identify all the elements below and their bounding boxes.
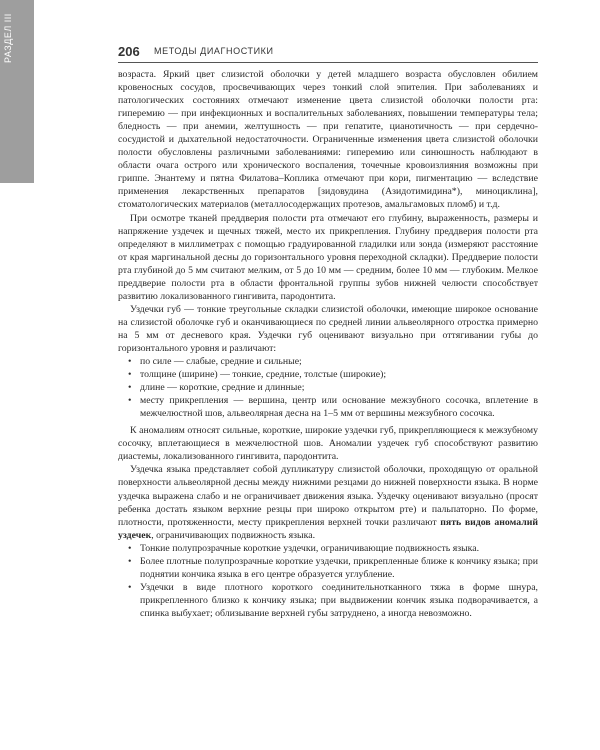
list-item: • длине — короткие, средние и длинные; <box>118 381 538 394</box>
page-header <box>118 44 538 63</box>
bold-term: пять видов аномалий уздечек <box>118 516 538 541</box>
list-item: • Более плотные полупрозрачные короткие уздечки, прикрепленные ближе к кончику языка; при поднятии кончика языка в его центре образуется углубление. <box>118 555 538 581</box>
section-label: РАЗДЕЛ III <box>3 13 13 63</box>
paragraph-color-changes: возраста. Яркий цвет слизистой оболочки у детей младшего возраста обусловлен обилием кровеносных сосудов, просвечивающих через тонкий слой эпителия. При заболеваниях и патологических состояниях отмечают изменение цвета слизистой оболочки полости рта: гиперемию — при инфекционных и воспалительных заболеваниях, повышении температуры тела; бледность — при анемии, желтушность — при гепатите, цианотичность — при сердечно-сосудистой и дыхательной недостаточности. Ограниченные изменения цвета слизистой оболочки полости обусловлены различными заболеваниями: гиперемию или синюшность наблюдают в области очага острого или хронического воспаления, точечные кровоизлияния возможны при гриппе. Энантему и пятна Филатова–Коплика отмечают при кори, пигментацию — вследствие применения лекарственных препаратов [зидовудина (Азидотимидина*), миноциклина], стоматологических материалов (металлосодержащих протезов, амальгамовых пломб) и т.д. <box>118 69 538 211</box>
running-title: МЕТОДЫ ДИАГНОСТИКИ <box>154 46 274 56</box>
page-number: 206 <box>118 44 140 59</box>
frenula-criteria-list <box>118 355 538 420</box>
section-side-tab <box>0 0 34 183</box>
paragraph-vestibule: При осмотре тканей преддверия полости рта отмечают его глубину, выраженность, размеры и напряжение уздечек и щечных тяжей, место их прикрепления. Глубину преддверия полости рта определяют в миллиметрах с помощью градуированной гладилки или зонда (измеряют расстояние от края маргинальной десны до горизонтального уровня переходной складки). Преддверие полости рта глубиной до 5 мм считают мелким, от 5 до 10 мм — средним, более 10 мм — глубоким. Мелкое преддверие полости рта в области фронтальной группы зубов нижней челюсти способствует развитию локализованного гингивита, пародонтита. <box>118 212 538 302</box>
list-item: • Уздечки в виде плотного короткого соединительнотканного тяжа в форме шнура, прикрепленного близко к кончику языка; при выдвижении кончик языка подворачивается, а спинка выбухает; облизывание верхней губы затруднено, а иногда невозможно. <box>118 581 538 620</box>
paragraph-anomalies: К аномалиям относят сильные, короткие, широкие уздечки губ, прикрепляющиеся к межзубному сосочку, вплетающиеся в межчелюстной шов. Аномалии уздечек губ способствуют развитию диастемы, локализованного гингивита, пародонтита. <box>118 425 538 463</box>
list-item: • по силе — слабые, средние и сильные; <box>118 355 538 368</box>
body-text <box>118 68 538 620</box>
list-item: • Тонкие полупрозрачные короткие уздечки, ограничивающие подвижность языка. <box>118 542 538 555</box>
tongue-text-start: Уздечка языка представляет собой дупликатуру слизистой оболочки, проходящую от оральной поверхности альвеолярной десны между нижними резцами до нижней поверхности языка. В норме уздечка выражена слабо и не ограничивает движения языка. Уздечку оценивают визуально (просят ребенка достать языком верхние резцы при широко открытом рте) и пальпаторно. По форме, плотности, протяженности, месту прикрепления верхней точки различают <box>118 464 538 528</box>
list-item: • месту прикрепления — вершина, центр или основание межзубного сосочка, вплетение в межчелюстной шов, альвеолярная десна на 1–5 мм от вершины межзубного сосочка. <box>118 394 538 420</box>
list-item: • толщине (ширине) — тонкие, средние, толстые (широкие); <box>118 368 538 381</box>
paragraph-lip-frenula: Уздечки губ — тонкие треугольные складки слизистой оболочки, имеющие широкое основание на слизистой оболочке губ и оканчивающиеся по средней линии альвеолярного отростка примерно на 5 мм от десневого края. Уздечки губ оценивают визуально при оттягивании губы до горизонтального уровня и различают: <box>118 303 538 354</box>
tongue-anomaly-list <box>118 542 538 620</box>
tongue-text-end: , ограничивающих подвижность языка. <box>151 529 316 541</box>
paragraph-tongue-frenulum <box>118 463 538 541</box>
